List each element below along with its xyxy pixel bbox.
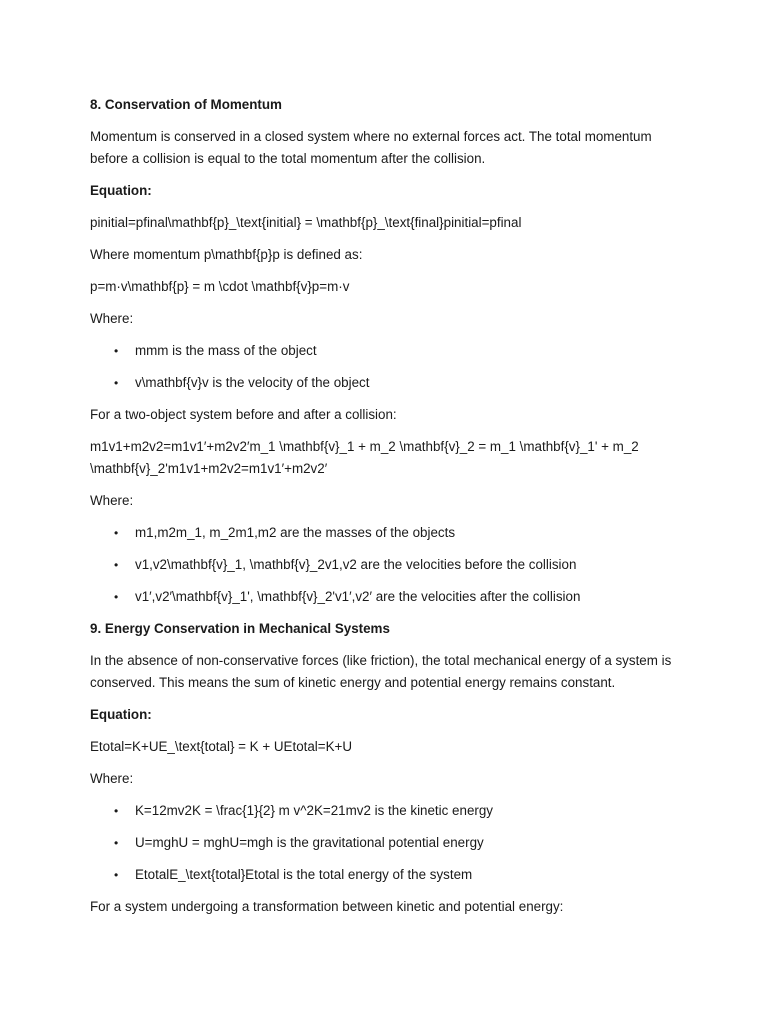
list-item-text: m1,m2m_1, m_2m1,m2 are the masses of the objects [135,525,456,540]
list-item-text: v1,v2\mathbf{v}_1, \mathbf{v}_2v1,v2 are the velocities before the collision [135,557,577,572]
variable-list [90,340,688,394]
bullet-icon: • [114,836,119,850]
variable-list [90,522,688,608]
momentum-definition-equation: p=m·v\mathbf{p} = m \cdot \mathbf{v}p=m·v [90,279,350,294]
bullet-icon: • [114,558,119,572]
bullet-icon: • [114,376,119,390]
list-item-text: v1′,v2′\mathbf{v}_1', \mathbf{v}_2'v1′,v2′ are the velocities after the collision [135,589,581,604]
where-label: Where: [90,311,134,326]
variable-list [90,800,688,886]
momentum-intro-paragraph: Momentum is conserved in a closed system where no external forces act. The total momentum before a collision is equal to the total momentum after the collision. [90,129,652,166]
list-item [90,372,688,394]
energy-intro-paragraph: In the absence of non-conservative forces (like friction), the total mechanical energy of a system is conserved. This means the sum of kinetic energy and potential energy remains constant. [90,653,672,690]
bullet-icon: • [114,344,119,358]
list-item [90,832,688,854]
list-item-text: K=12mv2K = \frac{1}{2} m v^2K=21mv2 is the kinetic energy [135,803,493,818]
where-label: Where: [90,493,134,508]
list-item [90,340,688,362]
two-object-equation: m1v1+m2v2=m1v1′+m2v2′m_1 \mathbf{v}_1 + m_2 \mathbf{v}_2 = m_1 \mathbf{v}_1' + m_2 \mathbf{v}_2'm1v1+m2v2=m1v1′+m2v2′ [90,439,639,476]
where-label: Where: [90,771,134,786]
bullet-icon: • [114,526,119,540]
list-item [90,864,688,886]
bullet-icon: • [114,590,119,604]
section-heading-energy: 9. Energy Conservation in Mechanical Systems [90,621,390,636]
list-item [90,522,688,544]
list-item-text: v\mathbf{v}v is the velocity of the object [135,375,370,390]
bullet-icon: • [114,868,119,882]
equation-label: Equation: [90,183,152,198]
list-item-text: U=mghU = mghU=mgh is the gravitational potential energy [135,835,484,850]
energy-equation: Etotal=K+UE_\text{total} = K + UEtotal=K+U [90,739,353,754]
list-item [90,800,688,822]
transformation-intro: For a system undergoing a transformation between kinetic and potential energy: [90,899,564,914]
list-item [90,554,688,576]
list-item-text: mmm is the mass of the object [135,343,317,358]
section-heading-momentum: 8. Conservation of Momentum [90,97,282,112]
list-item [90,586,688,608]
bullet-icon: • [114,804,119,818]
two-object-intro: For a two-object system before and after a collision: [90,407,397,422]
momentum-equation: pinitial=pfinal\mathbf{p}_\text{initial} = \mathbf{p}_\text{final}pinitial=pfinal [90,215,522,230]
list-item-text: EtotalE_\text{total}Etotal is the total energy of the system [135,867,473,882]
equation-label: Equation: [90,707,152,722]
momentum-definition-intro: Where momentum p\mathbf{p}p is defined as: [90,247,363,262]
